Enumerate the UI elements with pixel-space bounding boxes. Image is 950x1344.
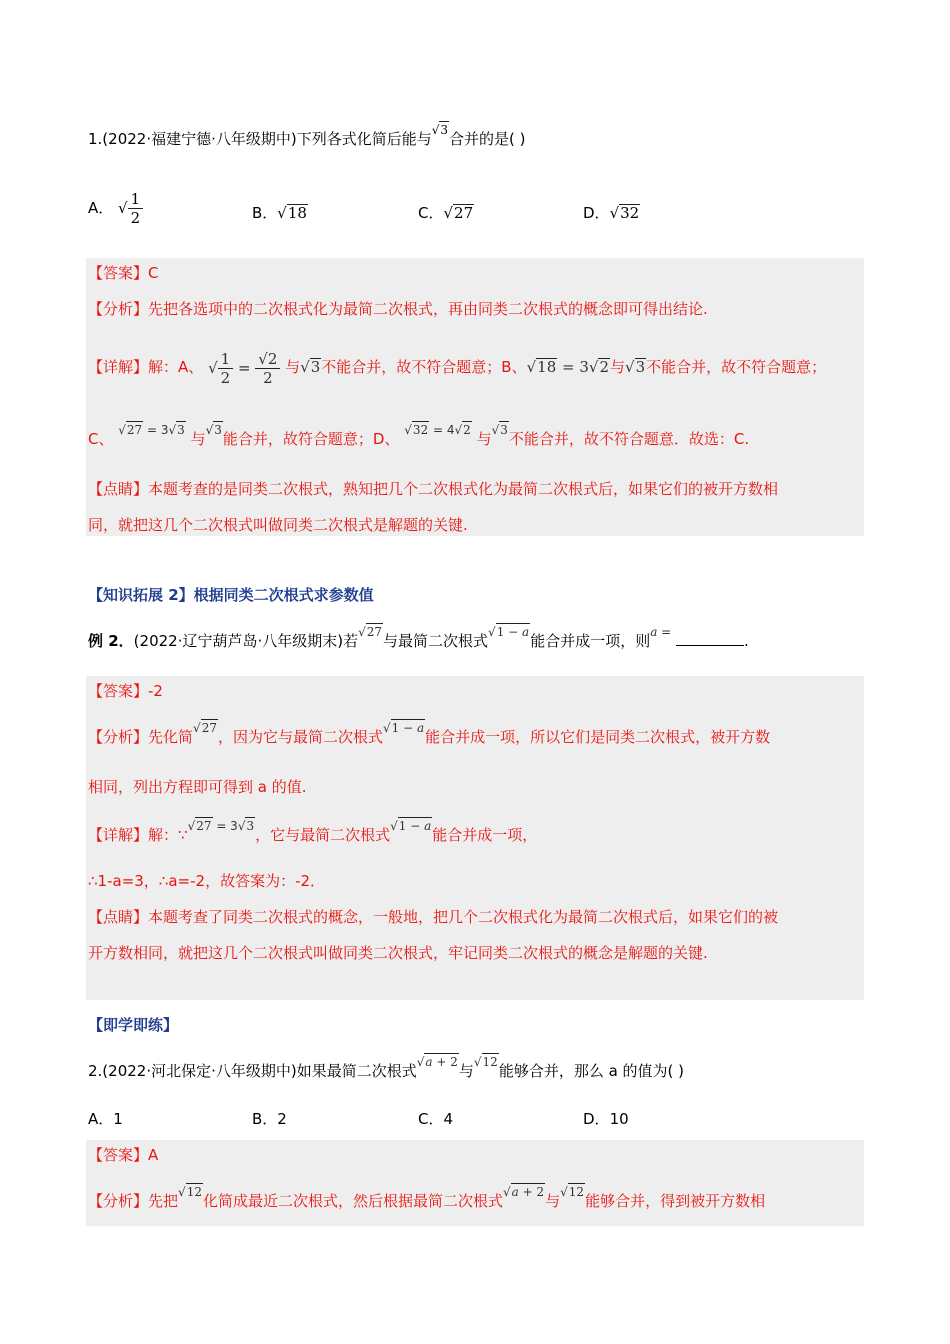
q2-option-a: A．1 (88, 1110, 123, 1128)
ex2-detail-1: 【详解】解：∵$^{√27 = 3√3}$，它与最简二次根式$^{√1 - a}$能合并成一项， (88, 819, 538, 844)
q1-point-2: 同，就把这几个二次根式叫做同类二次根式是解题的关键. (88, 516, 468, 534)
q1-detail-2: C、 $^{√27 = 3√3}$ 与$^{√3}$能合并，故符合题意；D、 $^{√32 = 4√2}$ 与$^{√3}$不能合并，故不符合题意．故选：C. (88, 423, 750, 448)
ext2-heading: 【知识拓展 2】根据同类二次根式求参数值 (88, 586, 374, 604)
q2-option-c: C．4 (418, 1110, 454, 1128)
q1-option-d: D．√32 (583, 204, 640, 222)
q1-stem-radical: √3 (431, 123, 449, 137)
q2-option-b: B．2 (252, 1110, 287, 1128)
ex2-point-2: 开方数相同，就把这几个二次根式叫做同类二次根式，牢记同类二次根式的概念是解题的关键. (88, 944, 708, 962)
ex2-stem: 例 2．(2022·辽宁葫芦岛·八年级期末)若$^{√27}$与最简二次根式$^{√1 - a}$能合并成一项，则$^{a =}$ . (88, 625, 749, 650)
q1-stem: 1.(2022·福建宁德·八年级期中)下列各式化简后能与$^{√3}$合并的是( ) (88, 123, 526, 148)
q2-stem: 2.(2022·河北保定·八年级期中)如果最简二次根式$^{√a + 2}$与$^{√12}$能够合并，那么 a 的值为( ) (88, 1055, 685, 1080)
q2-option-d: D．10 (583, 1110, 629, 1128)
ex2-analysis-1: 【分析】先化简$^{√27}$，因为它与最简二次根式$^{√1 - a}$能合并成一项，所以它们是同类二次根式，被开方数 (88, 721, 771, 746)
ex2-analysis-2: 相同，列出方程即可得到 a 的值. (88, 778, 307, 796)
ex2-point-1: 【点睛】本题考查了同类二次根式的概念，一般地，把几个二次根式化为最简二次根式后，如果它们的被 (88, 908, 779, 926)
q2-analysis: 【分析】先把$^{√12}$化简成最近二次根式，然后根据最简二次根式$^{√a + 2}$与$^{√12}$能够合并，得到被开方数相 (88, 1185, 766, 1210)
ex2-answer: 【答案】-2 (88, 682, 163, 700)
q1-detail-1: 【详解】解：A、 √ $\frac{1}{2}$ = $\frac{√2}{2}$ 与√3不能合并，故不符合题意；B、√18 = 3√2与√3不能合并，故不符合题意； (88, 349, 827, 387)
q1-option-b: B．√18 (252, 204, 307, 222)
ex2-answer-blank (676, 631, 744, 646)
practice-heading: 【即学即练】 (88, 1016, 179, 1034)
q1-option-a-radical: √ $\frac{1}{2}$ (118, 190, 143, 227)
q1-point-1: 【点睛】本题考查的是同类二次根式，熟知把几个二次根式化为最简二次根式后，如果它们的被开方数相 (88, 480, 779, 498)
q1-analysis: 【分析】先把各选项中的二次根式化为最简二次根式，再由同类二次根式的概念即可得出结论. (88, 300, 708, 318)
q1-answer: 【答案】C (88, 264, 159, 282)
q2-answer: 【答案】A (88, 1146, 159, 1164)
q1-option-a: A． √ $\frac{1}{2}$ (88, 190, 143, 227)
ex2-detail-2: ∴1-a=3，∴a=-2，故答案为：-2． (88, 872, 326, 890)
q1-option-c: C．√27 (418, 204, 474, 222)
